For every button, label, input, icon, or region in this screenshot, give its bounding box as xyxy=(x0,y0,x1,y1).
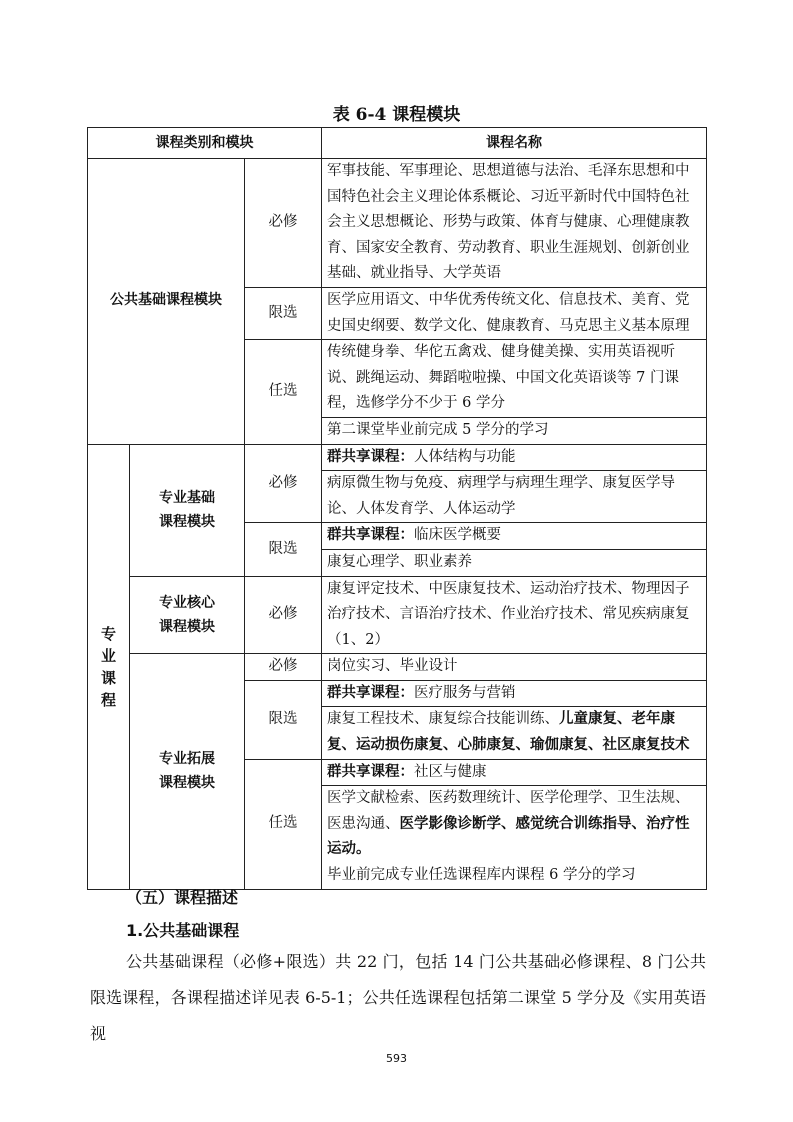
table-row xyxy=(88,576,707,654)
ext-required-courses: 岗位实习、毕业设计 xyxy=(322,654,707,681)
public-elective-courses: 传统健身拳、华佗五禽戏、健身健美操、实用英语视听说、跳绳运动、舞蹈啦啦操、中国文化英语谈等 7 门课程，选修学分不少于 6 学分 xyxy=(322,340,707,418)
course-module-table xyxy=(87,127,707,890)
type-elective: 任选 xyxy=(245,759,322,889)
basic-required-shared: 群共享课程：人体结构与功能 xyxy=(322,444,707,471)
ext-elective-shared: 群共享课程：社区与健康 xyxy=(322,759,707,786)
body-paragraph: 公共基础课程（必修+限选）共 22 门，包括 14 门公共基础必修课程、8 门公共限选课程，各课程描述详见表 6-5-1；公共任选课程包括第二课堂 5 学分及《实用英语视 xyxy=(90,952,706,1043)
type-limited: 限选 xyxy=(245,287,322,339)
core-required-courses: 康复评定技术、中医康复技术、运动治疗技术、物理因子治疗技术、言语治疗技术、作业治疗技术、常见疾病康复（1、2） xyxy=(322,576,707,654)
basic-limited-courses: 康复心理学、职业素养 xyxy=(322,549,707,576)
table-header-row xyxy=(88,128,707,159)
ext-limited-courses: 康复工程技术、康复综合技能训练、儿童康复、老年康复、运动损伤康复、心肺康复、瑜伽康复、社区康复技术 xyxy=(322,707,707,759)
professional-vertical-label: 专 业 课 程 xyxy=(88,444,130,889)
basic-module-label: 专业基础 课程模块 xyxy=(130,444,245,576)
type-required: 必修 xyxy=(245,444,322,523)
table-row xyxy=(88,654,707,681)
type-required: 必修 xyxy=(245,654,322,681)
ext-elective-courses: 医学文献检索、医药数理统计、医学伦理学、卫生法规、医患沟通、医学影像诊断学、感觉统合训练指导、治疗性运动。 xyxy=(322,786,707,863)
page-number: 593 xyxy=(386,1052,407,1065)
type-elective: 任选 xyxy=(245,340,322,444)
type-limited: 限选 xyxy=(245,523,322,576)
public-module-label: 公共基础课程模块 xyxy=(88,159,245,445)
section-title: （五）课程描述 xyxy=(126,888,239,907)
public-elective-note: 第二课堂毕业前完成 5 学分的学习 xyxy=(322,417,707,444)
ext-limited-shared: 群共享课程：医疗服务与营销 xyxy=(322,680,707,707)
ext-elective-note: 毕业前完成专业任选课程库内课程 6 学分的学习 xyxy=(322,863,707,889)
table-row xyxy=(88,444,707,471)
table-caption: 表 6-4 课程模块 xyxy=(332,105,461,125)
type-required: 必修 xyxy=(245,576,322,654)
ext-module-label: 专业拓展 课程模块 xyxy=(130,654,245,889)
header-course-name: 课程名称 xyxy=(322,128,707,159)
basic-limited-shared: 群共享课程：临床医学概要 xyxy=(322,523,707,550)
public-limited-courses: 医学应用语文、中华优秀传统文化、信息技术、美育、党史国史纲要、数学文化、健康教育、马克思主义基本原理 xyxy=(322,287,707,339)
header-category: 课程类别和模块 xyxy=(88,128,322,159)
type-limited: 限选 xyxy=(245,680,322,759)
table-row xyxy=(88,159,707,288)
basic-required-courses: 病原微生物与免疫、病理学与病理生理学、康复医学导论、人体发育学、人体运动学 xyxy=(322,471,707,523)
subsection-title: 1.公共基础课程 xyxy=(126,921,240,940)
type-required: 必修 xyxy=(245,159,322,288)
public-required-courses: 军事技能、军事理论、思想道德与法治、毛泽东思想和中国特色社会主义理论体系概论、习近平新时代中国特色社会主义思想概论、形势与政策、体育与健康、心理健康教育、国家安全教育、劳动教育、职业生涯规划、创新创业基础、就业指导、大学英语 xyxy=(322,159,707,288)
core-module-label: 专业核心 课程模块 xyxy=(130,576,245,654)
